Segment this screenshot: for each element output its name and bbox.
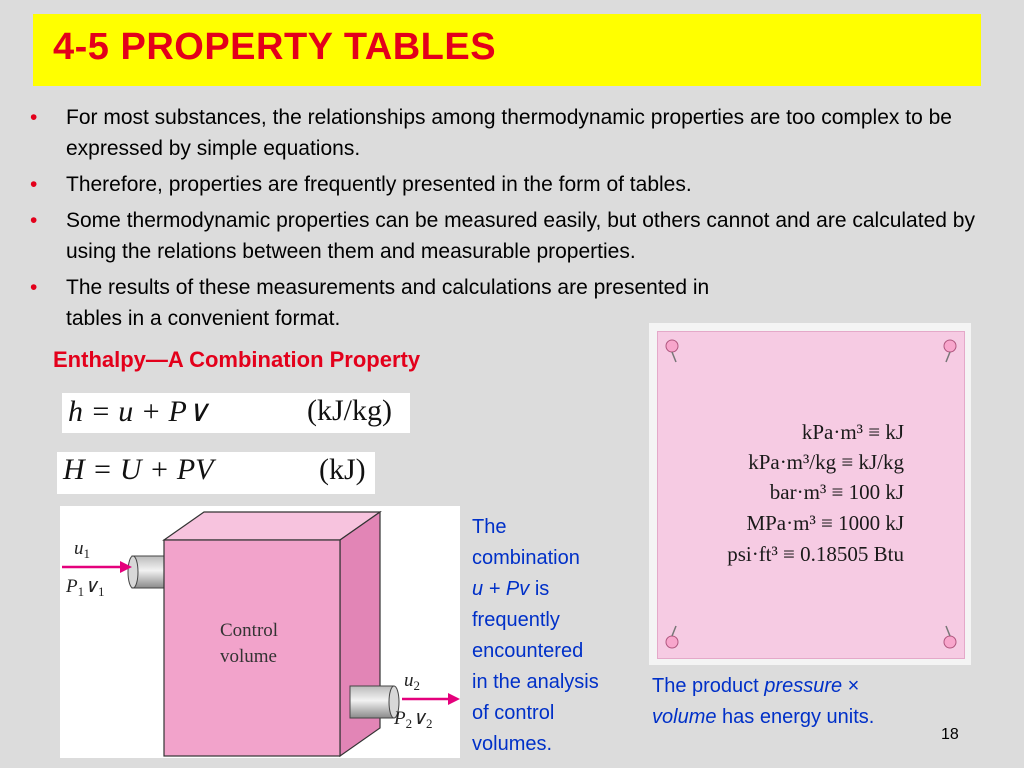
control-volume-figure [60,506,460,758]
pushpin-icon [944,626,956,648]
bullet-item: • Therefore, properties are frequently presented in the form of tables. [30,169,990,200]
outlet-pipe [350,686,394,718]
bullet-icon: • [30,276,38,299]
pushpin-icon [666,626,678,648]
unit-equivalence-figure [649,323,971,665]
bullet-icon: • [30,173,38,196]
slide-title: 4-5 PROPERTY TABLES [53,26,497,68]
title-bar [33,14,981,86]
bullet-item: • Some thermodynamic properties can be measured easily, but others cannot and are calculated by using the relations between them and measurable properties. [30,205,990,267]
unit-equivalence: bar·m³ ≡ 100 kJ [769,480,904,504]
control-volume-diagram [60,506,460,758]
unit-equivalence: kPa·m³/kg ≡ kJ/kg [748,450,904,474]
pushpin-icon [944,340,956,362]
equation-unit: (kJ/kg) [307,394,392,427]
equation-expression: H = U + PV [63,453,214,486]
outlet-energy-label: $u_2$ [404,670,420,693]
control-volume-label-line2: volume [220,646,277,667]
units-caption: The product pressure × volume has energy units. [652,675,875,728]
bullet-icon: • [30,209,38,232]
unit-equivalence: MPa·m³ ≡ 1000 kJ [746,511,904,535]
bullet-icon: • [30,106,38,129]
box-side-face [340,512,380,756]
control-volume-caption: The combination u + Pv is frequently encountered in the analysis of control volumes. [472,516,599,755]
section-heading: Enthalpy—A Combination Property [53,347,421,372]
unit-equivalence: kPa·m³ ≡ kJ [801,420,904,444]
unit-equivalence: psi·ft³ ≡ 0.18505 Btu [727,542,904,566]
enthalpy-total-equation [57,452,375,494]
inlet-pipe-end [128,556,138,588]
pushpin-icon [666,340,678,362]
equation-expression: h = u + P∨ [68,395,209,428]
outlet-arrow-icon [448,693,460,705]
bullet-item: • For most substances, the relationships among thermodynamic properties are too complex to be expressed by simple equations. [30,102,990,164]
inlet-flow-label: $P_1\vee_1$ [66,576,105,599]
page-number: 18 [941,726,959,743]
outlet-flow-label: $P_2\vee_2$ [394,708,433,731]
bullet-list [30,102,990,339]
equation-unit: (kJ) [319,453,366,486]
pinned-paper [657,331,965,659]
control-volume-label-line1: Control [220,620,279,641]
bullet-item: • The results of these measurements and calculations are presented in tables in a convenient format. [30,272,726,334]
enthalpy-specific-equation [62,393,410,433]
inlet-energy-label: $u_1$ [74,538,90,561]
